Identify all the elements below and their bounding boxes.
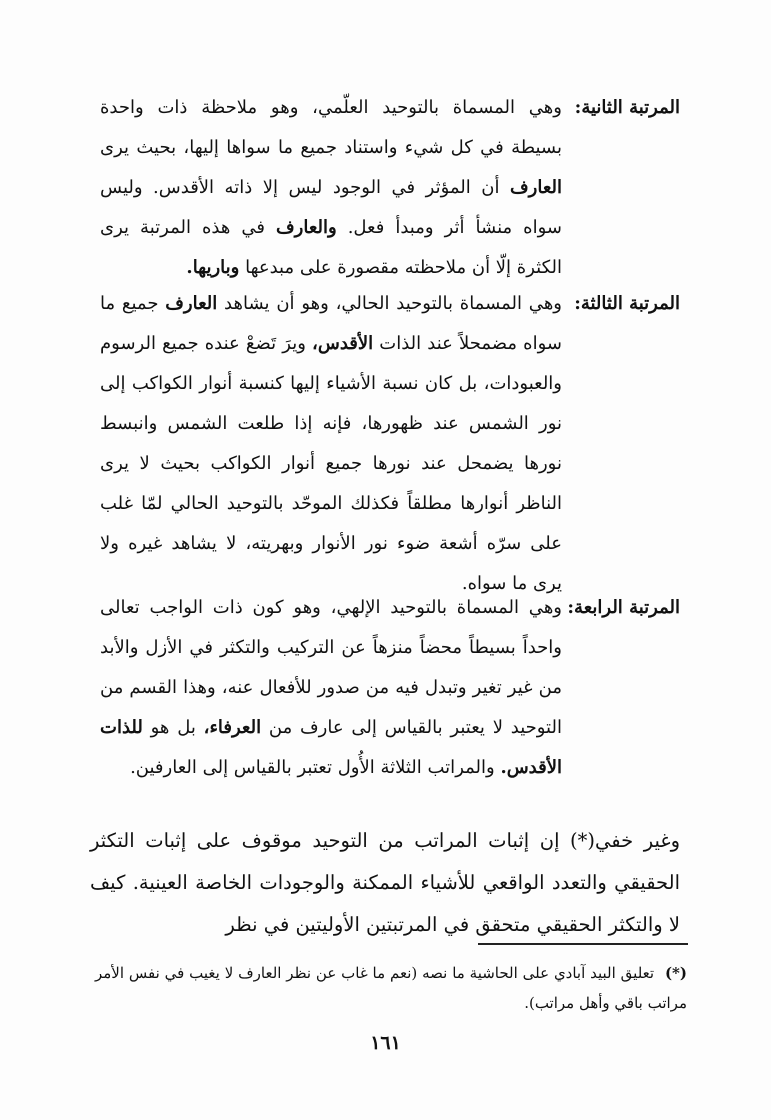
- body-text: وهي المسماة بالتوحيد الحالي، وهو أن يشاهد: [217, 293, 562, 314]
- section-body: [100, 588, 562, 788]
- section-label: المرتبة الثانية:: [574, 97, 680, 118]
- emphasis-text: العرفاء،: [203, 717, 262, 738]
- body-text: وهي المسماة بالتوحيد الإلهي، وهو كون ذات الواجب تعالى واحداً بسيطاً محضاً منزهاً عن التركيب والتكثر في الأزل والأبد من غير تغير وتبدل فيه من صدور للأفعال عنه، وهذا القسم من التوحيد لا يعتبر بالقياس إلى عارف من: [100, 597, 562, 738]
- section-label: المرتبة الثالثة:: [574, 293, 680, 314]
- section-body: [100, 88, 562, 288]
- emphasis-text: العارف: [509, 177, 562, 198]
- body-text: والمراتب الثلاثة الأُول تعتبر بالقياس إلى العارفين.: [130, 757, 501, 778]
- body-text: وهي المسماة بالتوحيد العلّمي، وهو ملاحظة ذات واحدة بسيطة في كل شيء واستناد جميع ما سواها إليها، بحيث يرى: [100, 97, 562, 158]
- footnote-mark: (*): [664, 964, 687, 982]
- emphasis-text: الأقدس،: [312, 333, 374, 354]
- section-label: المرتبة الرابعة:: [567, 597, 680, 618]
- body-text: جميع ما سواه مضمحلاً عند الذات: [100, 293, 562, 354]
- closing-paragraph: وغير خفي(*) إن إثبات المراتب من التوحيد موقوف على إثبات التكثر الحقيقي والتعدد الواقعي للأشياء الممكنة والوجودات الخاصة العينية. كيف لا والتكثر الحقيقي متحقق في المرتبتين الأوليتين في نظر: [90, 829, 680, 936]
- emphasis-text: وباريها.: [186, 257, 240, 278]
- body-text: بل هو: [142, 717, 204, 738]
- page-number: ١٦١: [370, 1032, 401, 1054]
- body-text: ويرَ تَضعْ عنده جميع الرسوم والعبودات، بل كان نسبة الأشياء إليها كنسبة أنوار الكواكب إلى نور الشمس عند ظهورها، فإنه إذا طلعت الشمس وانبسط نورها يضمحل عند نورها جميع أنوار الكواكب بحيث لا يرى الناظر أنوارها مطلقاً فكذلك الموحّد بالتوحيد الحالي لمّا غلب على سرّه أشعة ضوء نور الأنوار وبهريته، لا يشاهد غيره ولا يرى ما سواه.: [100, 333, 562, 594]
- emphasis-text: العارف: [165, 293, 218, 314]
- body-text: في هذه المرتبة يرى الكثرة إلّا أن ملاحظته مقصورة على مبدعها: [100, 217, 562, 278]
- footnote: [95, 958, 687, 1018]
- footnote-separator: [478, 943, 688, 945]
- emphasis-text: والعارف: [275, 217, 337, 238]
- section-body: [100, 284, 562, 604]
- footnote-text: تعليق البيد آبادي على الحاشية ما نصه (نعم ما غاب عن نظر العارف لا يغيب في نفس الأمر مراتب باقي وأهل مراتب).: [95, 964, 687, 1012]
- emphasis-text: للذات الأقدس.: [100, 717, 562, 778]
- body-text: أن المؤثر في الوجود ليس إلا ذاته الأقدس. وليس سواه منشأ أثر ومبدأ فعل.: [100, 177, 562, 238]
